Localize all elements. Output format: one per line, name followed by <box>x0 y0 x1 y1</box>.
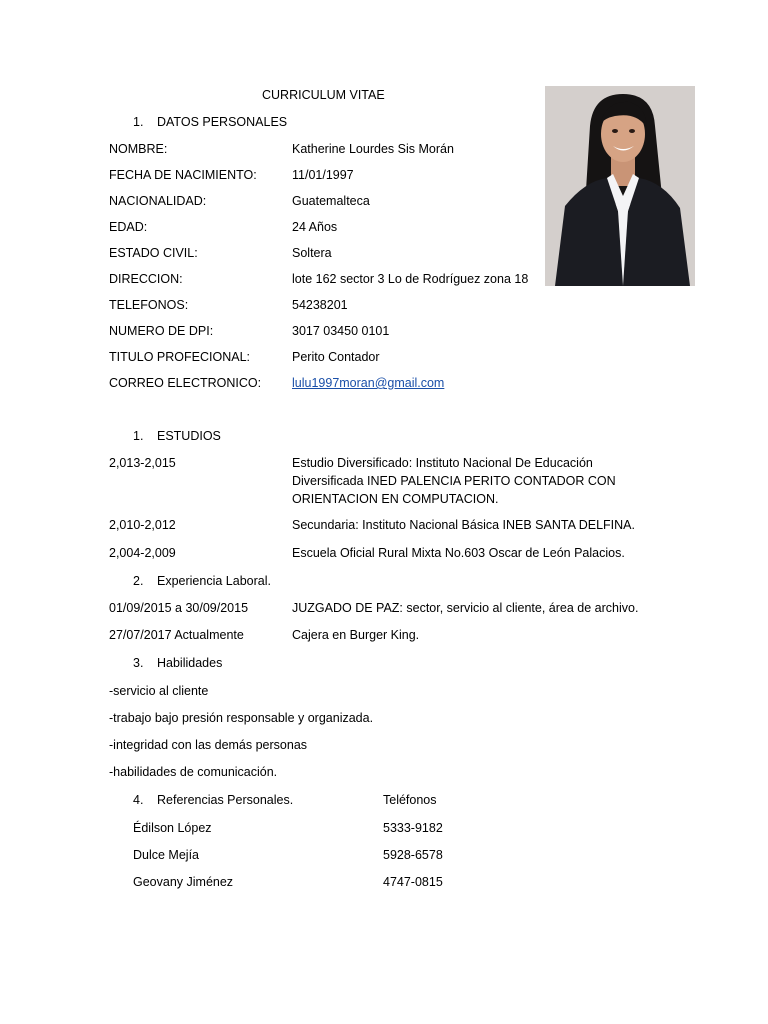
experience-desc: Cajera en Burger King. <box>292 628 420 642</box>
section-heading-references: Referencias Personales. <box>157 793 294 807</box>
section-number-experience: 2. <box>133 574 144 588</box>
reference-phone: 4747-0815 <box>383 875 443 889</box>
reference-phone: 5333-9182 <box>383 821 443 835</box>
section-heading-experience: Experiencia Laboral. <box>157 574 271 588</box>
personal-value: Guatemalteca <box>292 194 370 208</box>
personal-label: TELEFONOS: <box>109 298 189 312</box>
email-link[interactable]: lulu1997moran@gmail.com <box>292 376 445 390</box>
personal-label: FECHA DE NACIMIENTO: <box>109 168 257 182</box>
personal-value: 3017 03450 0101 <box>292 324 390 338</box>
personal-label: CORREO ELECTRONICO: <box>109 376 262 390</box>
study-desc-line: Estudio Diversificado: Instituto Nacional De Educación <box>292 456 593 470</box>
reference-name: Édilson López <box>133 821 212 835</box>
experience-desc: JUZGADO DE PAZ: sector, servicio al cliente, área de archivo. <box>292 601 639 615</box>
personal-label: NACIONALIDAD: <box>109 194 207 208</box>
section-heading-personal: DATOS PERSONALES <box>157 115 288 129</box>
reference-phone: 5928-6578 <box>383 848 443 862</box>
section-heading-skills: Habilidades <box>157 656 223 670</box>
personal-label: NOMBRE: <box>109 142 168 156</box>
personal-label: ESTADO CIVIL: <box>109 246 198 260</box>
study-period: 2,004-2,009 <box>109 546 176 560</box>
study-desc-line: ORIENTACION EN COMPUTACION. <box>292 492 499 506</box>
study-desc-line: Secundaria: Instituto Nacional Básica INEB SANTA DELFINA. <box>292 518 635 532</box>
personal-value: 54238201 <box>292 298 348 312</box>
skill-item: -trabajo bajo presión responsable y organizada. <box>109 711 374 725</box>
study-desc-line: Diversificada INED PALENCIA PERITO CONTADOR CON <box>292 474 616 488</box>
experience-period: 01/09/2015 a 30/09/2015 <box>109 601 249 615</box>
personal-label: EDAD: <box>109 220 148 234</box>
personal-value: Perito Contador <box>292 350 380 364</box>
skill-item: -integridad con las demás personas <box>109 738 308 752</box>
personal-value: lote 162 sector 3 Lo de Rodríguez zona 18 <box>292 272 529 286</box>
personal-label: NUMERO DE DPI: <box>109 324 214 338</box>
personal-value: Soltera <box>292 246 332 260</box>
reference-name: Geovany Jiménez <box>133 875 234 889</box>
skill-item: -servicio al cliente <box>109 684 209 698</box>
personal-label: TITULO PROFECIONAL: <box>109 350 250 364</box>
study-desc-line: Escuela Oficial Rural Mixta No.603 Oscar de León Palacios. <box>292 546 625 560</box>
personal-value: 24 Años <box>292 220 338 234</box>
profile-photo <box>545 86 695 286</box>
section-heading-studies: ESTUDIOS <box>157 429 221 443</box>
cv-title: CURRICULUM VITAE <box>262 88 385 102</box>
personal-value: 11/01/1997 <box>292 168 354 182</box>
section-number-studies: 1. <box>133 429 144 443</box>
references-phones-heading: Teléfonos <box>383 793 437 807</box>
reference-name: Dulce Mejía <box>133 848 199 862</box>
study-period: 2,013-2,015 <box>109 456 176 470</box>
study-period: 2,010-2,012 <box>109 518 176 532</box>
skill-item: -habilidades de comunicación. <box>109 765 278 779</box>
experience-period: 27/07/2017 Actualmente <box>109 628 244 642</box>
section-number-references: 4. <box>133 793 144 807</box>
section-number-skills: 3. <box>133 656 144 670</box>
personal-value: Katherine Lourdes Sis Morán <box>292 142 454 156</box>
section-number-personal: 1. <box>133 115 144 129</box>
portrait-illustration <box>545 86 695 286</box>
personal-label: DIRECCION: <box>109 272 183 286</box>
